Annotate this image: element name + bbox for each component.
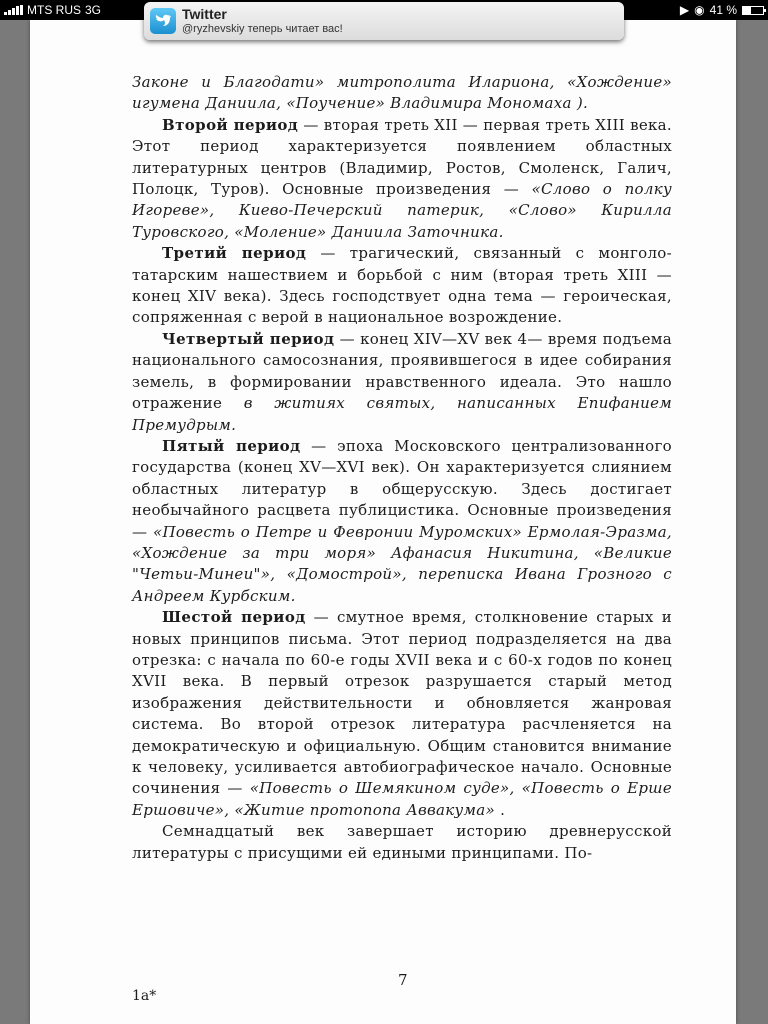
body-text: — конец XIV—XV век 4— время подъема национального самосознания, проявившегося в идее собирания земель, в формировании нравственного идеала. Это нашло отражение xyxy=(132,329,672,413)
body-text: . xyxy=(495,800,506,819)
twitter-bird-icon xyxy=(150,8,176,34)
italic-text: «Повесть о Шемякином суде», «Повесть о Ерше Ершовиче», «Житие протопопа Аввакума» xyxy=(132,779,672,819)
play-icon: ▶ xyxy=(679,3,690,17)
period-heading: Шестой период xyxy=(162,608,306,627)
italic-text: «Повесть о Петре и Февронии Муромских» Ермолая-Эразма, «Хождение за три моря» Афанасия Никитина, «Великие "Четьи-Минеи"», «Домострой», переписка Ивана Грозного с Андреем Курбским. xyxy=(132,522,673,605)
body-text: — трагический, связанный с монголо-татарским нашествием и борьбой с ним (вторая треть XIII — конец XIV века). Здесь господствует одна тема — героическая, сопряженная с верой в национальное возрождение. xyxy=(132,244,672,327)
lock-rotation-icon: ◉ xyxy=(694,3,705,17)
period-heading: Пятый период xyxy=(162,436,301,455)
page-number: 7 xyxy=(398,971,408,989)
notification-title: Twitter xyxy=(182,6,227,22)
period-heading: Второй период xyxy=(162,115,299,134)
paragraph xyxy=(132,72,672,115)
paragraph xyxy=(132,329,672,436)
italic-text: Законе и Благодати» митрополита Илариона, «Хождение» игумена Даниила, «Поучение» Владимира Мономаха ). xyxy=(132,73,672,113)
notification-banner[interactable] xyxy=(144,2,624,40)
italic-text: в житиях святых, написанных Епифанием Премудрым. xyxy=(132,394,672,434)
body-text: — эпоха Московского централизованного государства (конец XV—XVI век). Он характеризуется слиянием областных литератур в общерусскую. Здесь достигает необычайного расцвета публицистика. Основные произведения — xyxy=(132,436,672,541)
paragraph xyxy=(132,436,672,607)
printer-signature: 1а* xyxy=(132,988,157,1004)
body-text: — вторая треть XII — первая треть XIII века. Этот период характеризуется появлением областных литературных центров (Владимир, Ростов, Смоленск, Галич, Полоцк, Туров). Основные произведения — xyxy=(132,115,672,199)
carrier-name: MTS RUS xyxy=(27,3,81,17)
page-text xyxy=(132,72,672,864)
period-heading: Третий период xyxy=(162,244,307,263)
paragraph xyxy=(132,243,672,329)
battery-percent: 41 % xyxy=(709,3,737,17)
body-text: — смутное время, столкновение старых и новых принципов письма. Этот период подразделяется на два отрезка: с начала по 60-е годы XVII века и с 60-х годов по конец XVII века. В первый отрезок разрушается старый метод изображения действительности и обновляется жанровая система. Во второй отрезок литература расчленяется на демократическую и официальную. Общим становится внимание к человеку, усиливается автобиографическое начало. Основные сочинения — xyxy=(132,608,672,798)
signal-strength-icon xyxy=(4,5,23,15)
body-text: Семнадцатый век завершает историю древнерусской литературы с присущими ей едиными принципами. По- xyxy=(132,822,672,862)
period-heading: Четвертый период xyxy=(162,329,335,348)
paragraph xyxy=(132,115,672,243)
italic-text: «Слово о полку Игореве», Киево-Печерский патерик, «Слово» Кирилла Туровского, «Моление» Даниила Заточника. xyxy=(132,180,672,241)
status-left xyxy=(4,3,101,17)
network-type: 3G xyxy=(85,3,102,17)
battery-icon xyxy=(742,6,764,15)
status-right xyxy=(680,3,764,17)
paragraph xyxy=(132,607,672,821)
paragraph xyxy=(132,821,672,864)
notification-message: @ryzhevskiy теперь читает вас! xyxy=(182,23,343,35)
